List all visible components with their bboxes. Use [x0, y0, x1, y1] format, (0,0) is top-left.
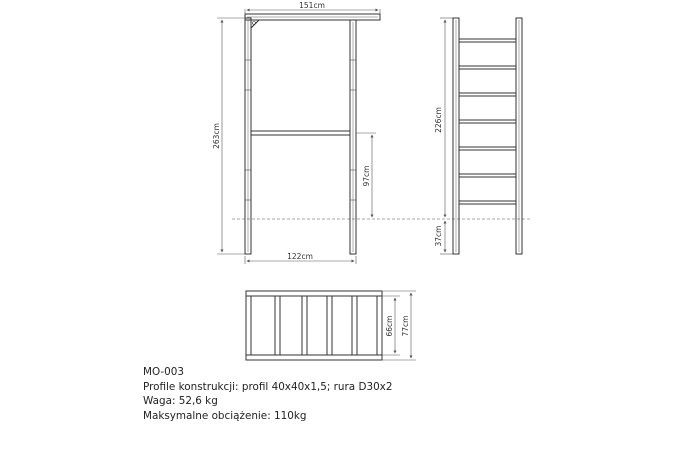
dim-side-base-height: 37cm — [434, 225, 443, 247]
model-code: MO-003 — [143, 366, 185, 378]
dim-top-outer-depth: 77cm — [401, 315, 410, 337]
front-view — [245, 14, 380, 254]
front-bar — [251, 131, 350, 135]
top-back-beam — [246, 355, 382, 360]
profile-spec: Profile konstrukcji: profil 40x40x1,5; rura D30x2 — [143, 380, 393, 393]
side-view — [453, 18, 522, 254]
weight-spec: Waga: 52,6 kg — [143, 395, 218, 408]
top-rungs — [275, 296, 357, 355]
ladder-rungs — [459, 39, 516, 204]
dim-top-inner-depth: 66cm — [385, 315, 394, 337]
product-info — [143, 365, 392, 423]
dim-side-total-height: 226cm — [434, 107, 443, 133]
max-load-spec: Maksymalne obciążenie: 110kg — [143, 409, 307, 422]
top-front-beam — [246, 291, 382, 296]
dim-front-total-height: 263cm — [212, 123, 221, 149]
dim-front-bar-height: 97cm — [362, 165, 371, 187]
dim-front-base-width: 122cm — [287, 252, 313, 261]
top-view — [246, 291, 382, 360]
dim-front-top-width: 151cm — [299, 1, 325, 10]
